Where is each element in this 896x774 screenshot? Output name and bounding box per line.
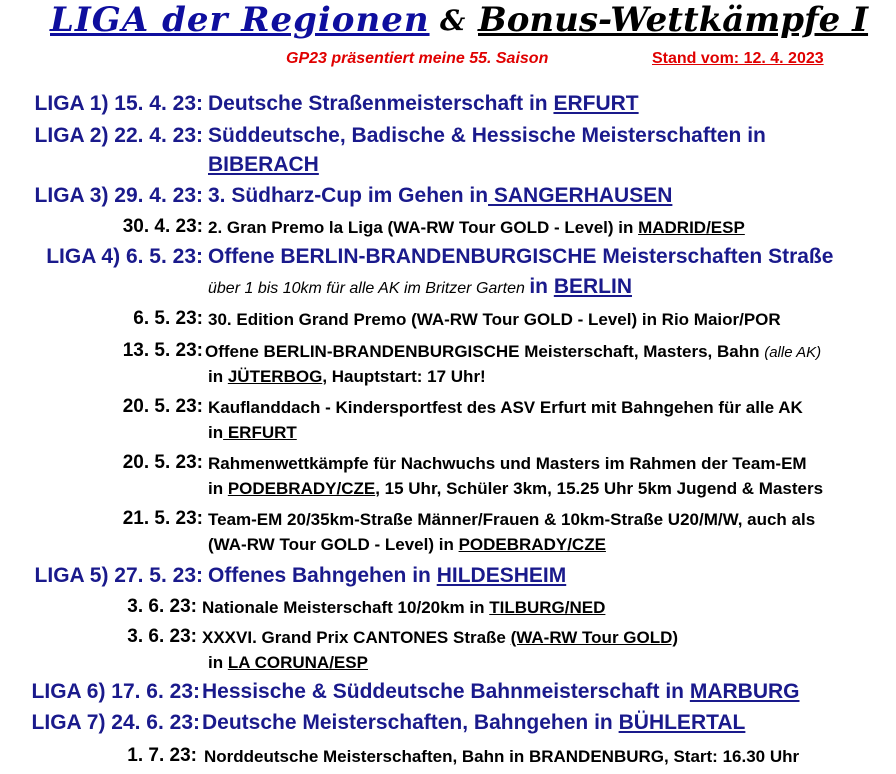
event-title: Hessische & Süddeutsche Bahnmeisterschaft in MARBURG (202, 680, 800, 703)
event-location-line: in ERFURT (208, 423, 297, 442)
event-title: Offene BERLIN-BRANDENBURGISCHE Meisterschaften Straße (208, 245, 834, 268)
subtitle: GP23 präsentiert meine 55. Saison (286, 50, 549, 67)
event-date-label: LIGA 7) 24. 6. 23: (31, 711, 200, 734)
event-location: TILBURG/NED (489, 598, 606, 617)
event-location: PODEBRADY/CZE (458, 535, 606, 554)
event-date-label: LIGA 4) 6. 5. 23: (46, 245, 203, 268)
event-location: MADRID/ESP (638, 218, 745, 237)
event-title: Süddeutsche, Badische & Hessische Meisterschaften in (208, 124, 766, 147)
event-tour-level: (WA-RW Tour GOLD) (510, 628, 679, 647)
event-location: BIBERACH (208, 153, 319, 176)
event-date-label: 3. 6. 23: (127, 626, 197, 647)
event-location: PODEBRADY/CZE (227, 479, 376, 498)
event-title: 3. Südharz-Cup im Gehen in SANGERHAUSEN (208, 184, 673, 207)
event-title: Offene BERLIN-BRANDENBURGISCHE Meisterschaft, Masters, Bahn (alle AK) (205, 342, 822, 361)
title-ampersand: & (440, 4, 466, 37)
event-date-label: 1. 7. 23: (127, 745, 197, 766)
event-title: Kauflanddach - Kindersportfest des ASV Erfurt mit Bahngehen für alle AK (208, 398, 803, 417)
event-location: JÜTERBOG (227, 367, 323, 386)
event-title: Deutsche Meisterschaften, Bahngehen in BÜHLERTAL (202, 711, 746, 734)
event-title: 2. Gran Premo la Liga (WA-RW Tour GOLD - Level) in MADRID/ESP (208, 218, 745, 237)
event-location: BÜHLERTAL (618, 711, 746, 734)
stand-date: Stand vom: 12. 4. 2023 (652, 50, 824, 67)
event-title: XXXVI. Grand Prix CANTONES Straße (WA-RW Tour GOLD) (202, 628, 679, 647)
event-date-label: LIGA 3) 29. 4. 23: (34, 184, 203, 207)
event-title: 30. Edition Grand Premo (WA-RW Tour GOLD - Level) in Rio Maior/POR (208, 310, 781, 329)
event-location-line: in LA CORUNA/ESP (208, 653, 368, 672)
event-date-label: LIGA 6) 17. 6. 23: (31, 680, 200, 703)
event-date-label: 13. 5. 23: (122, 340, 203, 361)
event-location: ERFURT (553, 92, 639, 115)
event-date-label: 30. 4. 23: (122, 216, 203, 237)
event-date-label: 3. 6. 23: (127, 596, 197, 617)
event-note: (alle AK) (764, 344, 822, 361)
event-note: über 1 bis 10km für alle AK im Britzer Garten (208, 280, 530, 297)
event-location-line: in PODEBRADY/CZE, 15 Uhr, Schüler 3km, 15.25 Uhr 5km Jugend & Masters (208, 479, 824, 498)
event-title: Deutsche Straßenmeisterschaft in ERFURT (208, 92, 639, 115)
event-location: LA CORUNA/ESP (227, 653, 368, 672)
event-location: BERLIN (553, 275, 632, 298)
title-bonus-wettkaempfe: Bonus-Wettkämpfe I (478, 0, 869, 40)
event-location: ERFURT (223, 423, 297, 442)
event-location-line: in JÜTERBOG, Hauptstart: 17 Uhr! (208, 367, 486, 386)
event-location: SANGERHAUSEN (488, 184, 673, 207)
event-location-line: (WA-RW Tour GOLD - Level) in PODEBRADY/CZE (208, 535, 606, 554)
event-date-label: 6. 5. 23: (133, 308, 203, 329)
event-date-label: 20. 5. 23: (122, 452, 203, 473)
event-date-label: LIGA 5) 27. 5. 23: (34, 564, 203, 587)
event-location: HILDESHEIM (436, 564, 567, 587)
event-title: Rahmenwettkämpfe für Nachwuchs und Masters im Rahmen der Team-EM (208, 454, 807, 473)
event-date-label: 21. 5. 23: (122, 508, 203, 529)
event-title: Norddeutsche Meisterschaften, Bahn in BRANDENBURG, Start: 16.30 Uhr (204, 747, 800, 766)
event-date-label: LIGA 2) 22. 4. 23: (34, 124, 203, 147)
title-liga-der-regionen: LIGA der Regionen (50, 0, 430, 40)
event-title: Offenes Bahngehen in HILDESHEIM (208, 564, 567, 587)
event-note-line: über 1 bis 10km für alle AK im Britzer Garten in BERLIN (208, 275, 632, 298)
event-location: MARBURG (689, 680, 800, 703)
event-date-label: LIGA 1) 15. 4. 23: (34, 92, 203, 115)
event-title: Nationale Meisterschaft 10/20km in TILBURG/NED (202, 598, 606, 617)
event-title: Team-EM 20/35km-Straße Männer/Frauen & 10km-Straße U20/M/W, auch als (208, 510, 816, 529)
event-date-label: 20. 5. 23: (122, 396, 203, 417)
